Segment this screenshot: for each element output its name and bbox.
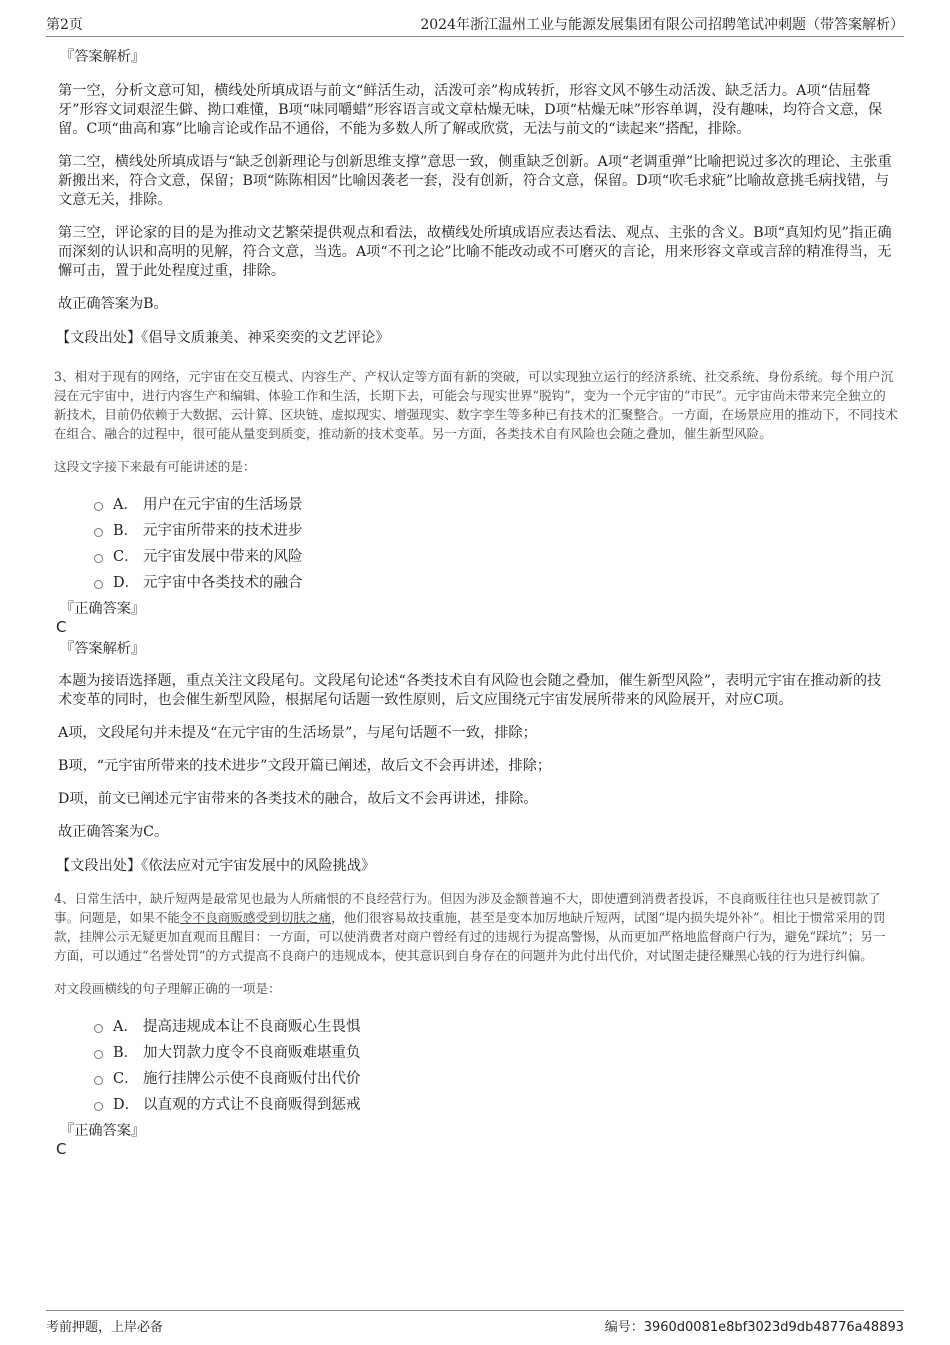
q3-conclusion: 故正确答案为C。 [58,824,169,840]
q3-answer: C [56,618,67,636]
q3-option-b[interactable] [94,516,904,542]
q3-source: 【文段出处】《依法应对元宇宙发展中的风险挑战》 [56,858,376,874]
q3-stem: 3、相对于现有的网络，元宇宙在交互模式、内容生产、产权认定等方面有新的突破，可以实现独立运行的经济系统、社交系统、身份系统。每个用户沉浸在元宇宙中，进行内容生产和编辑、体验工作和生活，长期下去，可能会与现实世界“脱钩”，变为一个元宇宙的“市民”。元宇宙尚未带来完全独立的新技术，目前仍依赖于大数据、云计算、区块链、虚拟现实、增强现实、数字孪生等多种已有技术的汇聚整合。一方面，在场景应用的推动下，不同技术在组合、融合的过程中，很可能从量变到质变，推动新的技术变革。另一方面，各类技术自有风险也会随之叠加，催生新型风险。 [54,369,898,441]
q4-answer-label: 『正确答案』 [60,1123,146,1139]
option-letter: A． [113,496,138,513]
radio-icon[interactable] [94,1076,103,1085]
option-text: 以直观的方式让不良商贩得到惩戒 [143,1096,361,1113]
option-text: 加大罚款力度令不良商贩难堪重负 [143,1044,361,1061]
option-text: 元宇宙中各类技术的融合 [143,574,303,591]
radio-icon[interactable] [94,1050,103,1059]
document-title: 2024年浙江温州工业与能源发展集团有限公司招聘笔试冲刺题（带答案解析） [420,17,904,33]
q3-analysis-p4: D项，前文已阐述元宇宙带来的各类技术的融合，故后文不会再讲述，排除。 [58,791,538,807]
q3-answer-label: 『正确答案』 [60,601,146,617]
footer-slogan: 考前押题，上岸必备 [46,1320,164,1335]
radio-icon[interactable] [94,502,103,511]
q3-analysis-p3: B项，“元宇宙所带来的技术进步”文段开篇已阐述，故后文不会再讲述，排除； [58,758,552,774]
radio-icon[interactable] [94,528,103,537]
page-footer [46,1310,904,1335]
q3-analysis-p2: A项，文段尾句并未提及“在元宇宙的生活场景”，与尾句话题不一致，排除； [58,725,537,741]
page-number: 第2页 [46,17,83,33]
q4-stem-before: 4、日常生活中，缺斤短两是最常见也最为人所痛恨的不良经营行为。但因为涉及金额普遍不大，即使遭到消费者投诉，不良商贩往往也只是被罚款了事。问题是，如果不能 [54,891,881,925]
option-text: 元宇宙发展中带来的风险 [143,548,303,565]
option-letter: C． [113,548,139,565]
option-letter: D． [113,574,140,591]
option-letter: D． [113,1096,140,1113]
q4-answer: C [56,1140,67,1158]
document-id: 编号：3960d0081e8bf3023d9db48776a48893 [604,1320,904,1335]
radio-icon[interactable] [94,1024,103,1033]
q4-stem [54,889,898,965]
q3-analysis-p1: 本题为接语选择题，重点关注文段尾句。文段尾句论述“各类技术自有风险也会随之叠加，催生新型风险”，表明元宇宙在推动新的技术变革的同时，也会催生新型风险，根据尾句话题一致性原则，后文应围绕元宇宙发展所带来的风险展开，对应C项。 [58,673,882,708]
q2-source: 【文段出处】《倡导文质兼美、神采奕奕的文艺评论》 [56,330,390,346]
option-text: 元宇宙所带来的技术进步 [143,522,303,539]
option-letter: C． [113,1070,139,1087]
q4-options [94,1012,904,1116]
option-text: 提高违规成本让不良商贩心生畏惧 [143,1018,361,1035]
q4-option-a[interactable] [94,1012,904,1038]
q4-option-d[interactable] [94,1090,904,1116]
page-header [46,12,904,37]
q4-stem-after: ，他们很容易故技重施，甚至是变本加厉地缺斤短两，试图“堤内损失堤外补”。相比于惯常采用的罚款，挂牌公示无疑更加直观而且醒目：一方面，可以使消费者对商户曾经有过的违规行为提高警惕，从而更加严格地监督商户行为，避免“踩坑”；另一方面，可以通过“名誉处罚”的方式提高不良商户的违规成本，使其意识到自身存在的问题并为此付出代价，对试图走捷径赚黑心钱的行为进行纠偏。 [54,910,886,963]
q3-option-c[interactable] [94,542,904,568]
q2-analysis-p3: 第三空，评论家的目的是为推动文艺繁荣提供观点和看法，故横线处所填成语应表达看法、观点、主张的含义。B项“真知灼见”指正确而深刻的认识和高明的见解，符合文意，当选。A项“不刊之论”比喻不能改动或不可磨灭的言论，用来形容文章或言辞的精准得当，无懈可击，置于此处程度过重，排除。 [58,225,892,279]
q4-question: 对文段画横线的句子理解正确的一项是： [54,981,281,996]
q3-options [94,490,904,594]
q4-option-b[interactable] [94,1038,904,1064]
option-text: 用户在元宇宙的生活场景 [143,496,303,513]
q2-analysis-label: 『答案解析』 [60,49,146,65]
q2-analysis-p1: 第一空，分析文意可知，横线处所填成语与前文“鲜活生动，活泼可亲”构成转折，形容文风不够生动活泼、缺乏活力。A项“佶屈聱牙”形容文词艰涩生僻、拗口难懂，B项“味同嚼蜡”形容语言或文章枯燥无味，D项“枯燥无味”形容单调，没有趣味，均符合文意，保留。C项“曲高和寡”比喻言论或作品不通俗，不能为多数人所了解或欣赏，无法与前文的“读起来”搭配，排除。 [58,83,883,137]
q4-option-c[interactable] [94,1064,904,1090]
option-letter: B． [113,522,139,539]
radio-icon[interactable] [94,1102,103,1111]
radio-icon[interactable] [94,580,103,589]
q3-question: 这段文字接下来最有可能讲述的是： [54,459,256,474]
q3-option-d[interactable] [94,568,904,594]
q3-option-a[interactable] [94,490,904,516]
q3-analysis-label: 『答案解析』 [60,641,146,657]
q2-analysis-p2: 第二空，横线处所填成语与“缺乏创新理论与创新思维支撑”意思一致，侧重缺乏创新。A项“老调重弹”比喻把说过多次的理论、主张重新搬出来，符合文意，保留；B项“陈陈相因”比喻因袭老一套，没有创新，符合文意，保留。D项“吹毛求疵”比喻故意挑毛病找错，与文意无关，排除。 [58,154,892,208]
radio-icon[interactable] [94,554,103,563]
option-letter: B． [113,1044,139,1061]
option-letter: A． [113,1018,138,1035]
option-text: 施行挂牌公示使不良商贩付出代价 [143,1070,361,1087]
q2-conclusion: 故正确答案为B。 [58,296,168,312]
q4-underlined-sentence: 令不良商贩感受到切肤之痛 [179,910,332,925]
page-content [46,44,904,1158]
